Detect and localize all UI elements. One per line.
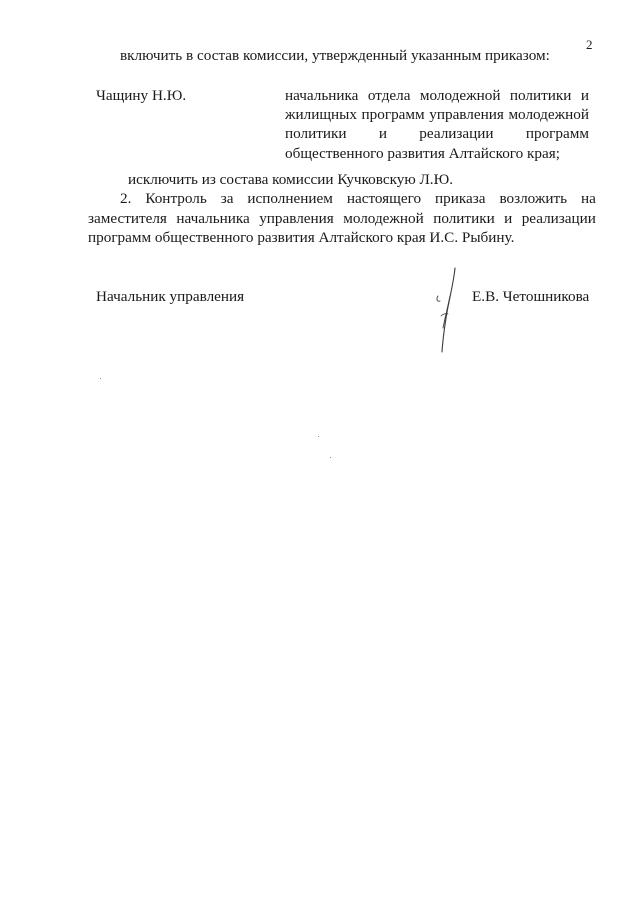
word: начальника — [285, 87, 359, 104]
word: политики — [509, 87, 572, 104]
word: молодежной — [343, 209, 424, 227]
word: настоящего — [346, 190, 422, 207]
page-number: 2 — [586, 37, 593, 52]
word: молодежной — [419, 87, 501, 104]
member-description-line — [285, 105, 589, 124]
word: отдела — [367, 87, 411, 104]
signoff-signatory: Е.В. Четошникова — [472, 288, 590, 305]
word: и — [378, 125, 387, 143]
word: 2. — [120, 190, 132, 207]
word: и — [504, 209, 513, 227]
signoff-position: Начальник управления — [96, 288, 245, 305]
word: начальника — [176, 209, 250, 227]
scan-speck — [330, 457, 331, 458]
word: исполнением — [247, 190, 333, 207]
word: программ общественного развития Алтайского края И.С. Рыбину. — [88, 229, 515, 246]
include-intro-line: включить в состав комиссии, утвержденный указанным приказом: — [120, 47, 550, 64]
member-description — [285, 86, 589, 163]
word: на — [581, 190, 596, 207]
handwritten-signature — [428, 266, 468, 356]
word: за — [220, 190, 234, 207]
word: политики — [433, 209, 495, 227]
control-paragraph — [88, 189, 596, 248]
word: возложить — [499, 190, 568, 207]
word: программ — [525, 125, 589, 143]
word: управления — [429, 106, 504, 124]
word: молодежной — [508, 106, 589, 124]
member-description-line — [285, 144, 589, 163]
word: реализации — [521, 209, 596, 227]
exclude-line: исключить из состава комиссии Кучковскую Л.Ю. — [128, 171, 454, 188]
paragraph-line — [88, 189, 596, 209]
scan-speck — [100, 378, 101, 379]
paragraph-line — [88, 209, 596, 229]
paragraph-line — [88, 228, 596, 248]
member-description-line — [285, 86, 589, 105]
word: жилищных — [285, 106, 357, 124]
word: и — [580, 87, 589, 104]
word: управления — [259, 209, 334, 227]
member-name: Чащину Н.Ю. — [96, 87, 187, 104]
word: реализации — [419, 125, 494, 143]
member-description-line — [285, 124, 589, 143]
word: приказа — [435, 190, 486, 207]
word: Контроль — [145, 190, 207, 207]
word: заместителя — [88, 209, 167, 227]
scan-speck — [318, 436, 319, 437]
word: политики — [285, 125, 347, 143]
word: общественного развития Алтайского края; — [285, 144, 560, 162]
word: программ — [361, 106, 425, 124]
